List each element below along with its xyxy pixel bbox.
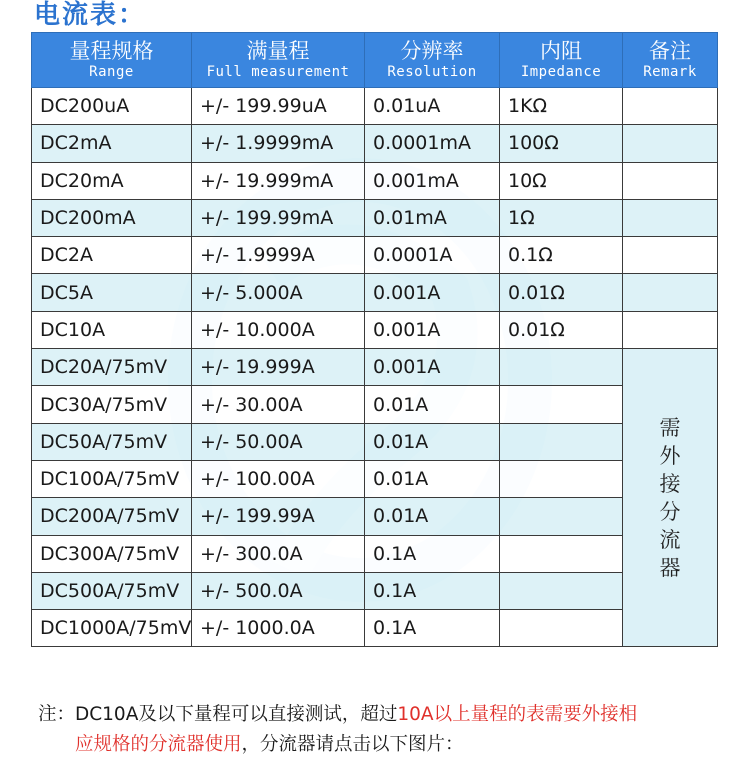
page-title: 电流表： [34,0,147,30]
table-body [32,88,718,647]
cell-range: DC20A/75mV [32,349,192,386]
cell-resolution: 0.001A [365,349,500,386]
cell-resolution: 0.1A [365,572,500,609]
table-row [32,460,718,497]
table-row [32,349,718,386]
cell-full-measurement: +/- 30.00A [192,386,365,423]
cell-impedance [500,535,623,572]
table-row [32,199,718,236]
cell-impedance [500,498,623,535]
header-label-zh: 满量程 [246,39,310,63]
cell-remark [623,274,718,311]
cell-full-measurement: +/- 1.9999mA [192,125,365,162]
cell-resolution: 0.01A [365,423,500,460]
header-range [32,33,192,88]
cell-remark-merged [623,349,718,647]
header-resolution [365,33,500,88]
cell-resolution: 0.0001A [365,237,500,274]
cell-impedance [500,349,623,386]
cell-range: DC200mA [32,199,192,236]
cell-resolution: 0.01A [365,498,500,535]
header-label-en: Remark [643,64,697,80]
cell-resolution: 0.1A [365,535,500,572]
cell-impedance: 0.01Ω [500,274,623,311]
note-highlight-1: 10A以上量程的表需要外接相 [397,704,638,725]
cell-full-measurement: +/- 19.999mA [192,162,365,199]
header-label-zh: 备注 [649,39,691,63]
cell-range: DC20mA [32,162,192,199]
cell-remark [623,199,718,236]
cell-range: DC10A [32,311,192,348]
table-row [32,423,718,460]
cell-impedance [500,460,623,497]
table-row [32,386,718,423]
cell-full-measurement: +/- 199.99mA [192,199,365,236]
cell-resolution: 0.01mA [365,199,500,236]
cell-impedance: 1Ω [500,199,623,236]
header-impedance [500,33,623,88]
note-prefix: 注：DC10A及以下量程可以直接测试，超过 [38,704,398,725]
cell-impedance: 100Ω [500,125,623,162]
header-label-zh: 分辨率 [400,39,464,63]
cell-full-measurement: +/- 500.0A [192,572,365,609]
header-label-en: Impedance [520,64,602,80]
header-label-zh: 内阻 [540,39,582,63]
table-header-row [32,33,718,88]
cell-impedance [500,423,623,460]
cell-full-measurement: +/- 199.99A [192,498,365,535]
cell-full-measurement: +/- 10.000A [192,311,365,348]
cell-impedance: 0.01Ω [500,311,623,348]
cell-range: DC30A/75mV [32,386,192,423]
cell-range: DC100A/75mV [32,460,192,497]
note-highlight-2: 应规格的分流器使用 [75,734,242,755]
cell-full-measurement: +/- 1000.0A [192,610,365,647]
table-row [32,88,718,125]
table-row [32,535,718,572]
cell-range: DC50A/75mV [32,423,192,460]
cell-resolution: 0.01A [365,386,500,423]
footnote [38,700,718,760]
cell-full-measurement: +/- 50.00A [192,423,365,460]
spec-table [31,32,718,647]
cell-range: DC2mA [32,125,192,162]
cell-full-measurement: +/- 19.999A [192,349,365,386]
cell-resolution: 0.0001mA [365,125,500,162]
table-row [32,610,718,647]
note-suffix: ，分流器请点击以下图片： [241,734,464,755]
header-label-en: Resolution [387,64,477,80]
cell-resolution: 0.001mA [365,162,500,199]
cell-resolution: 0.01A [365,460,500,497]
cell-remark [623,125,718,162]
cell-full-measurement: +/- 100.00A [192,460,365,497]
cell-impedance: 0.1Ω [500,237,623,274]
cell-full-measurement: +/- 300.0A [192,535,365,572]
header-label-zh: 量程规格 [69,39,154,63]
cell-impedance: 10Ω [500,162,623,199]
header-label-en: Full measurement [206,64,350,80]
table-row [32,498,718,535]
cell-range: DC200A/75mV [32,498,192,535]
cell-impedance [500,610,623,647]
header-remark [623,33,718,88]
remark-external-shunt-text: 需外接分流器 [659,415,681,580]
cell-resolution: 0.001A [365,311,500,348]
cell-range: DC200uA [32,88,192,125]
header-full-measurement [192,33,365,88]
cell-remark [623,162,718,199]
cell-remark [623,88,718,125]
header-label-en: Range [89,64,134,80]
cell-range: DC5A [32,274,192,311]
cell-resolution: 0.001A [365,274,500,311]
cell-range: DC300A/75mV [32,535,192,572]
cell-range: DC500A/75mV [32,572,192,609]
table-row [32,311,718,348]
table-row [32,274,718,311]
cell-full-measurement: +/- 199.99uA [192,88,365,125]
table-row [32,237,718,274]
cell-full-measurement: +/- 1.9999A [192,237,365,274]
cell-range: DC1000A/75mV [32,610,192,647]
table-row [32,162,718,199]
table-row [32,572,718,609]
cell-remark [623,311,718,348]
cell-full-measurement: +/- 5.000A [192,274,365,311]
cell-impedance: 1KΩ [500,88,623,125]
cell-impedance [500,572,623,609]
cell-impedance [500,386,623,423]
cell-resolution: 0.01uA [365,88,500,125]
cell-resolution: 0.1A [365,610,500,647]
cell-remark [623,237,718,274]
table-row [32,125,718,162]
cell-range: DC2A [32,237,192,274]
